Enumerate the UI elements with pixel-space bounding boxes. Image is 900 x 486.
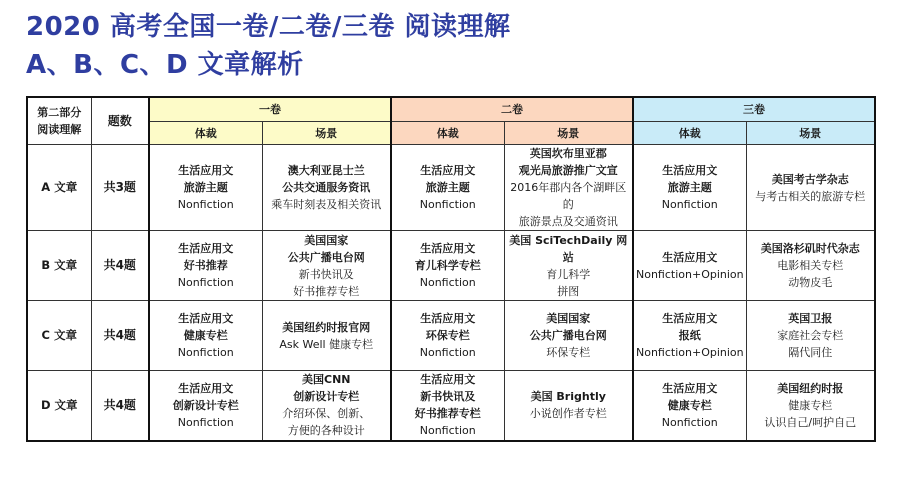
- cell-line: 认识自己/呵护自己: [764, 415, 857, 429]
- cell-line: 动物皮毛: [788, 276, 833, 289]
- scene-cell: [504, 231, 633, 301]
- genre-cell: [149, 371, 262, 441]
- cell-line: 旅游主题: [425, 181, 470, 194]
- scene-cell: [746, 371, 875, 441]
- corner-header: 第二部分 阅读理解: [27, 97, 91, 145]
- cell-line: 隔代同住: [788, 346, 833, 359]
- cell-line: 公共广播电台网: [529, 329, 607, 342]
- cell-line: Nonfiction+Opinion: [636, 267, 744, 281]
- cell-line: 新书快讯及: [420, 390, 476, 404]
- cell-line: 生活应用文: [662, 250, 718, 264]
- cell-line: 生活应用文: [420, 242, 476, 255]
- row-label: A 文章: [27, 145, 91, 231]
- paper-2-header: 二卷: [391, 97, 633, 122]
- paper-3-scene-header: 场景: [746, 122, 875, 145]
- scene-cell: [746, 301, 875, 371]
- question-count: 共4题: [91, 301, 149, 371]
- cell-line: 生活应用文: [662, 164, 718, 177]
- paper-2-scene-header: 场景: [504, 122, 633, 145]
- cell-line: 生活应用文: [662, 312, 718, 325]
- cell-line: 公共广播电台网: [287, 250, 365, 264]
- genre-cell: [391, 231, 504, 301]
- count-header: 题数: [91, 97, 149, 145]
- genre-cell: [391, 371, 504, 441]
- question-count: 共4题: [91, 231, 149, 301]
- cell-line: 乘车时刻表及相关资讯: [271, 198, 382, 211]
- cell-line: 美国 Brightly: [530, 390, 606, 404]
- cell-line: 澳大利亚昆士兰: [287, 164, 365, 177]
- cell-line: 生活应用文: [420, 164, 476, 177]
- cell-line: Nonfiction: [661, 198, 718, 211]
- page-subtitle: A、B、C、D 文章解析: [26, 50, 304, 80]
- cell-line: 美国CNN: [302, 373, 351, 387]
- scene-cell: [504, 145, 633, 231]
- scene-cell: [262, 231, 391, 301]
- cell-line: 好书推荐专栏: [293, 284, 360, 298]
- cell-line: 英国卫报: [788, 312, 833, 325]
- cell-line: 观光局旅游推广文宣: [518, 164, 618, 177]
- cell-line: 生活应用文: [662, 381, 718, 395]
- scene-cell: [262, 301, 391, 371]
- cell-line: 公共交通服务资讯: [282, 181, 371, 194]
- scene-cell: [262, 145, 391, 231]
- genre-cell: [149, 301, 262, 371]
- paper-2-genre-header: 体裁: [391, 122, 504, 145]
- cell-line: 美国纽约时报: [777, 381, 844, 395]
- paper-1-genre-header: 体裁: [149, 122, 262, 145]
- cell-line: 创新设计专栏: [172, 398, 239, 412]
- cell-line: 拼图: [557, 284, 580, 298]
- cell-line: 环保专栏: [425, 329, 470, 342]
- cell-line: 生活应用文: [178, 242, 234, 255]
- cell-line: 好书推荐专栏: [414, 407, 481, 421]
- paper-3-header: 三卷: [633, 97, 875, 122]
- cell-line: 2016年郡内各个湖畔区的: [510, 181, 627, 211]
- row-label: C 文章: [27, 301, 91, 371]
- cell-line: Nonfiction: [419, 198, 476, 211]
- genre-cell: [633, 231, 746, 301]
- genre-cell: [391, 145, 504, 231]
- cell-line: 旅游景点及交通资讯: [518, 215, 618, 228]
- cell-line: Nonfiction: [177, 198, 234, 211]
- cell-line: 美国 SciTechDaily 网站: [509, 233, 628, 264]
- paper-1-scene-header: 场景: [262, 122, 391, 145]
- row-label: D 文章: [27, 371, 91, 441]
- table-body: [27, 145, 875, 441]
- cell-line: 健康专栏: [788, 398, 833, 412]
- scene-cell: [504, 301, 633, 371]
- page-title: 2020 高考全国一卷/二卷/三卷 阅读理解: [26, 12, 511, 42]
- genre-cell: [149, 231, 262, 301]
- table-row: [27, 301, 875, 371]
- cell-line: 美国考古学杂志: [771, 172, 849, 186]
- scene-cell: [746, 231, 875, 301]
- cell-line: 生活应用文: [178, 312, 234, 325]
- genre-cell: [149, 145, 262, 231]
- cell-line: 育儿科学专栏: [414, 259, 481, 272]
- scene-cell: [746, 145, 875, 231]
- table-row: [27, 371, 875, 441]
- table-row: [27, 145, 875, 231]
- question-count: 共4题: [91, 371, 149, 441]
- genre-cell: [391, 301, 504, 371]
- cell-line: 介绍环保、创新、: [282, 407, 371, 421]
- cell-line: 生活应用文: [420, 373, 476, 387]
- analysis-table: [26, 96, 876, 442]
- cell-line: Nonfiction: [419, 346, 476, 359]
- cell-line: 育儿科学: [546, 267, 591, 281]
- cell-line: 美国洛杉矶时代杂志: [760, 242, 860, 255]
- cell-line: Ask Well 健康专栏: [279, 337, 374, 351]
- cell-line: 小说创作者专栏: [529, 407, 607, 421]
- paper-1-header: 一卷: [149, 97, 391, 122]
- cell-line: 美国国家: [304, 233, 349, 247]
- cell-line: 电影相关专栏: [777, 259, 844, 272]
- cell-line: 美国国家: [546, 312, 591, 325]
- cell-line: 好书推荐: [183, 259, 228, 272]
- cell-line: Nonfiction: [177, 415, 234, 429]
- cell-line: 报纸: [678, 329, 701, 342]
- cell-line: Nonfiction: [419, 276, 476, 289]
- question-count: 共3题: [91, 145, 149, 231]
- table-row: [27, 231, 875, 301]
- scene-cell: [262, 371, 391, 441]
- cell-line: 方便的各种设计: [287, 424, 365, 438]
- cell-line: 新书快讯及: [298, 267, 354, 281]
- cell-line: 生活应用文: [420, 312, 476, 325]
- cell-line: 旅游主题: [183, 181, 228, 194]
- cell-line: 健康专栏: [183, 329, 228, 342]
- genre-cell: [633, 371, 746, 441]
- cell-line: Nonfiction: [177, 276, 234, 289]
- cell-line: Nonfiction+Opinion: [636, 346, 744, 359]
- genre-cell: [633, 301, 746, 371]
- cell-line: 健康专栏: [667, 398, 712, 412]
- cell-line: 生活应用文: [178, 381, 234, 395]
- cell-line: 与考古相关的旅游专栏: [755, 189, 866, 203]
- cell-line: 创新设计专栏: [293, 390, 360, 404]
- cell-line: Nonfiction: [177, 346, 234, 359]
- cell-line: Nonfiction: [661, 415, 718, 429]
- paper-3-genre-header: 体裁: [633, 122, 746, 145]
- cell-line: 家庭社会专栏: [777, 329, 844, 342]
- cell-line: 英国坎布里亚郡: [529, 147, 607, 160]
- genre-cell: [633, 145, 746, 231]
- cell-line: 旅游主题: [667, 181, 712, 194]
- scene-cell: [504, 371, 633, 441]
- cell-line: Nonfiction: [419, 424, 476, 438]
- cell-line: 美国纽约时报官网: [282, 320, 371, 334]
- cell-line: 环保专栏: [546, 346, 591, 359]
- cell-line: 生活应用文: [178, 164, 234, 177]
- row-label: B 文章: [27, 231, 91, 301]
